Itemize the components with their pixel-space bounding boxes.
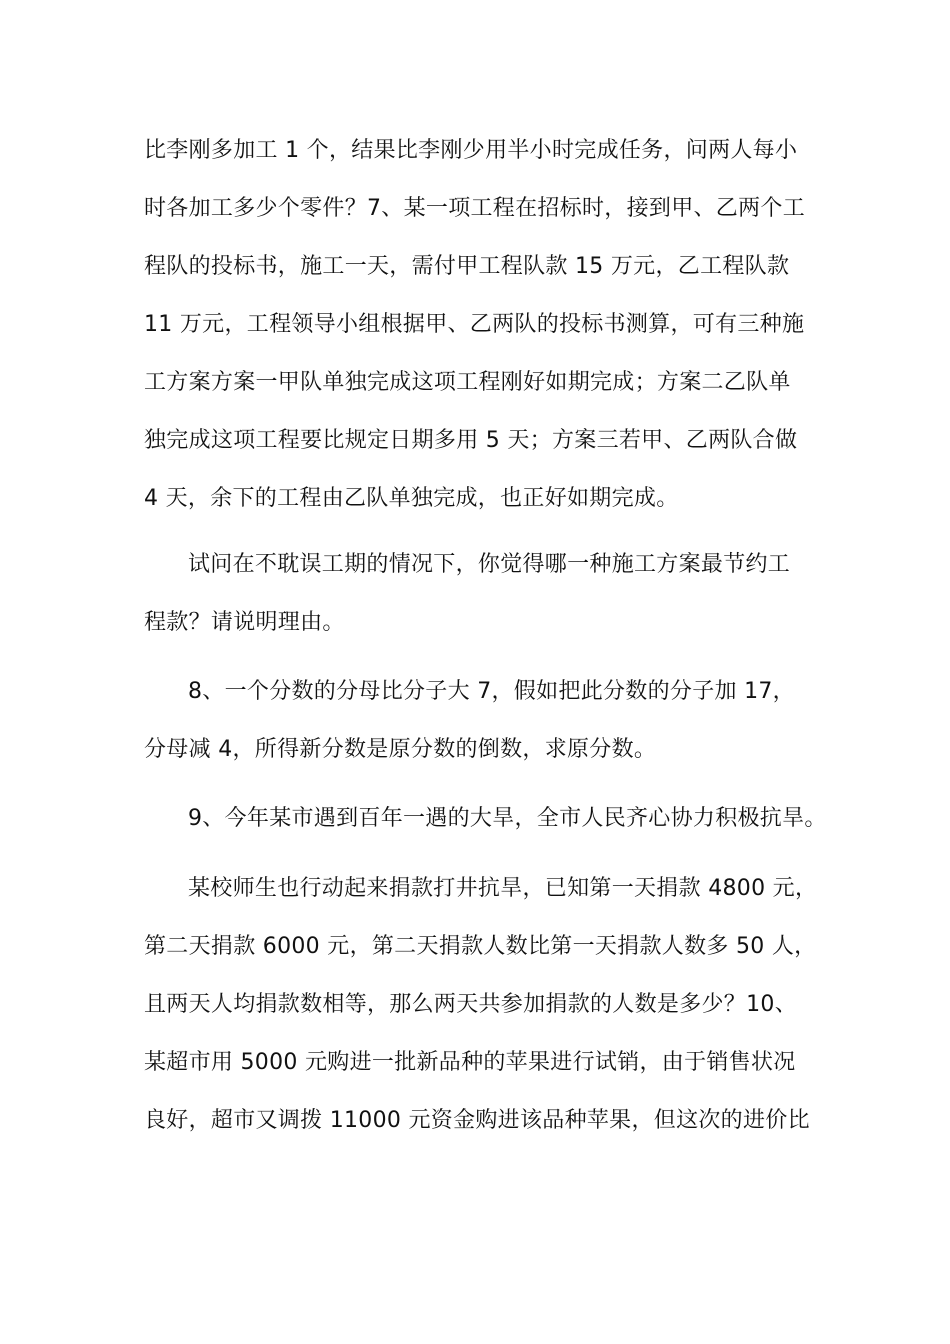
paragraph-problems-9-10 bbox=[144, 860, 824, 1150]
paragraph-problems-6-7 bbox=[144, 122, 824, 528]
text-line: 11 万元，工程领导小组根据甲、乙两队的投标书测算，可有三种施 bbox=[144, 312, 805, 337]
text-line: 独完成这项工程要比规定日期多用 5 天；方案三若甲、乙两队合做 bbox=[144, 428, 798, 453]
text-line: 时各加工多少个零件？7、某一项工程在招标时，接到甲、乙两个工 bbox=[144, 196, 805, 221]
text-line: 某校师生也行动起来捐款打井抗旱，已知第一天捐款 4800 元， bbox=[188, 876, 818, 901]
text-line: 良好，超市又调拨 11000 元资金购进该品种苹果，但这次的进价比 bbox=[144, 1108, 810, 1133]
text-line: 第二天捐款 6000 元，第二天捐款人数比第一天捐款人数多 50 人， bbox=[144, 934, 817, 959]
text-line: 程队的投标书，施工一天，需付甲工程队款 15 万元，乙工程队款 bbox=[144, 254, 790, 279]
paragraph-problem-7-question bbox=[144, 536, 824, 652]
text-line: 工方案方案一甲队单独完成这项工程刚好如期完成；方案二乙队单 bbox=[144, 370, 791, 395]
paragraph-problem-9-intro bbox=[144, 790, 827, 848]
text-line: 8、一个分数的分母比分子大 7，假如把此分数的分子加 17， bbox=[188, 679, 795, 704]
text-line: 分母减 4，所得新分数是原分数的倒数，求原分数。 bbox=[144, 737, 657, 762]
text-line: 某超市用 5000 元购进一批新品种的苹果进行试销，由于销售状况 bbox=[144, 1050, 796, 1075]
text-line: 程款？请说明理由。 bbox=[144, 610, 345, 635]
paragraph-problem-8 bbox=[144, 663, 824, 779]
text-line: 且两天人均捐款数相等，那么两天共参加捐款的人数是多少？10、 bbox=[144, 992, 797, 1017]
text-line: 4 天，余下的工程由乙队单独完成，也正好如期完成。 bbox=[144, 486, 679, 511]
text-line: 比李刚多加工 1 个，结果比李刚少用半小时完成任务，问两人每小 bbox=[144, 138, 798, 163]
text-line: 9、今年某市遇到百年一遇的大旱，全市人民齐心协力积极抗旱。 bbox=[188, 806, 827, 831]
text-line: 试问在不耽误工期的情况下，你觉得哪一种施工方案最节约工 bbox=[188, 552, 791, 577]
